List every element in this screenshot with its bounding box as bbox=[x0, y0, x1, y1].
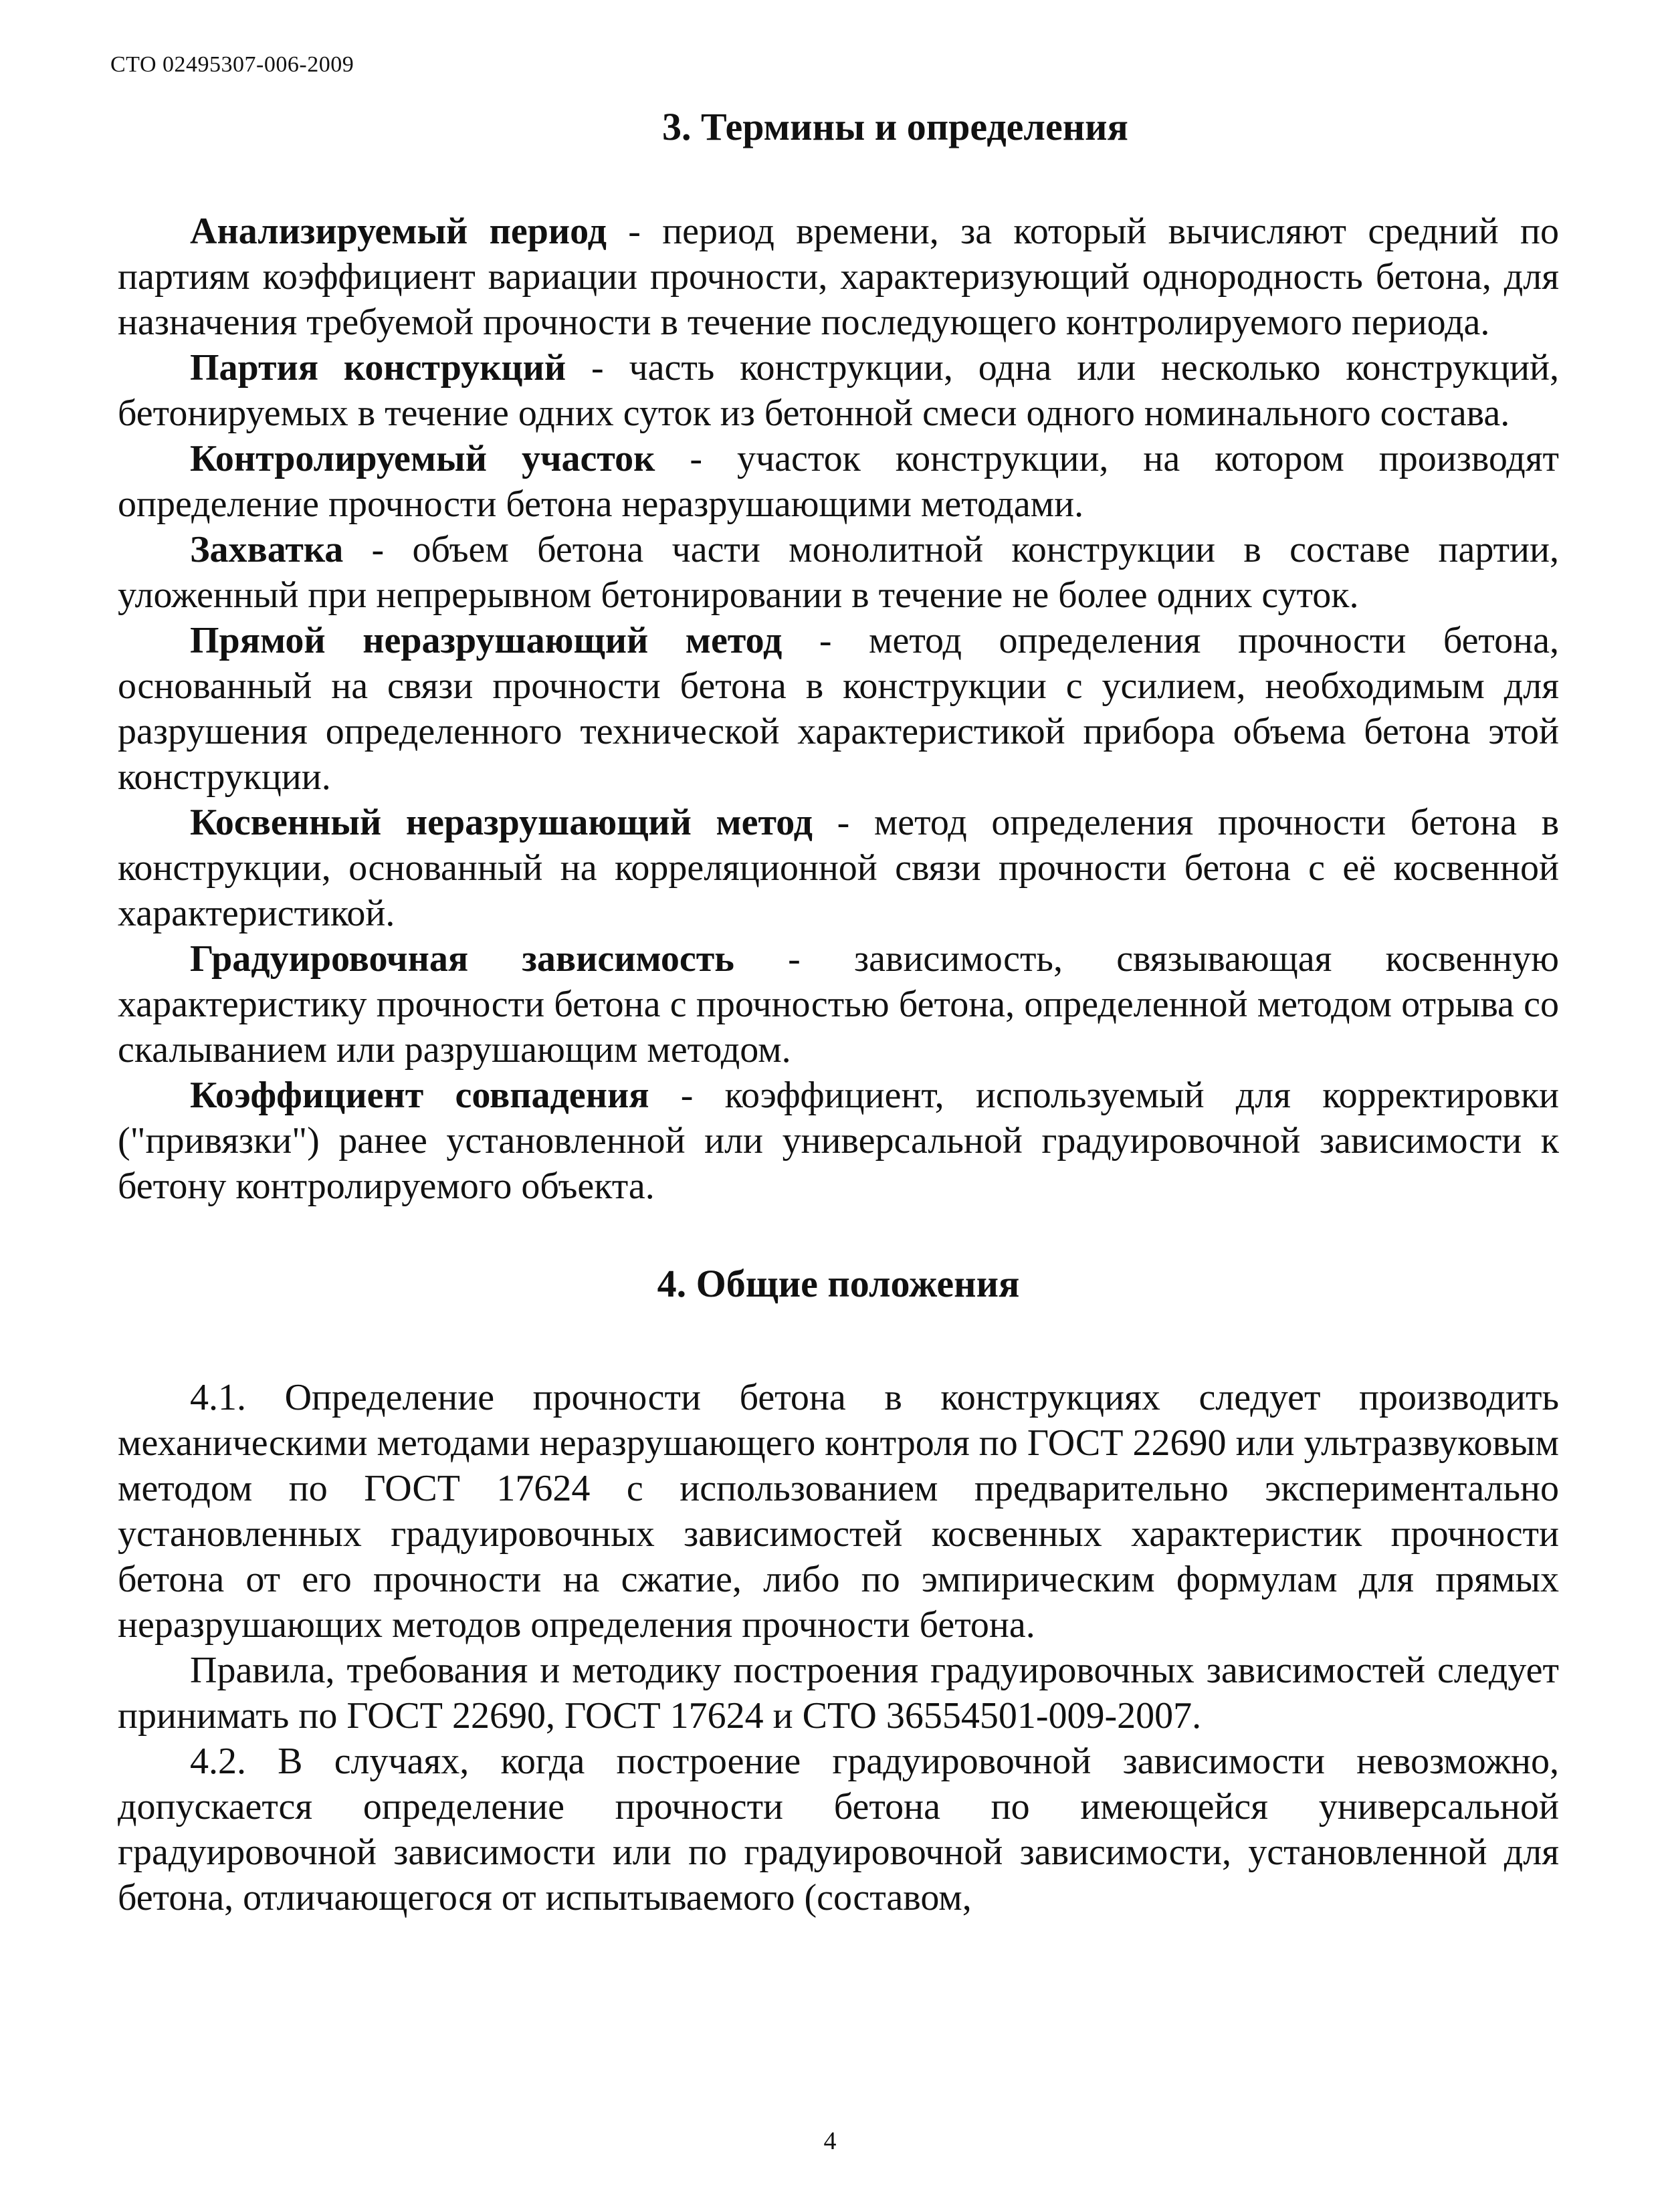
definition-text: - участок конструкции, на котором производят определение прочности бетона неразрушающими методами. bbox=[118, 438, 1560, 525]
document-code: СТО 02495307-006-2009 bbox=[110, 52, 354, 77]
body-paragraph: Правила, требования и методику построения градуировочных зависимостей следует принимать по ГОСТ 22690, ГОСТ 17624 и СТО 36554501-009-2007. bbox=[118, 1650, 1559, 1737]
definition-text: - часть конструкции, одна или несколько конструкций, бетонируемых в течение одних суток из бетонной смеси одного номинального состава. bbox=[118, 347, 1560, 434]
definition-term: Косвенный неразрушающий метод bbox=[190, 802, 813, 843]
definition-text: - объем бетона части монолитной конструкции в составе партии, уложенный при непрерывном бетонировании в течение не более одних суток. bbox=[118, 529, 1559, 616]
page-number: 4 bbox=[823, 2127, 837, 2155]
definition-term: Прямой неразрушающий метод bbox=[190, 620, 783, 661]
definition-text: - метод определения прочности бетона, основанный на связи прочности бетона в конструкции с усилием, необходимым для разрушения определенного технической характеристикой прибора объема бетона этой конструкции. bbox=[118, 620, 1559, 798]
definition-paragraph bbox=[118, 209, 1559, 345]
definition-text: - метод определения прочности бетона в конструкции, основанный на корреляционной связи прочности бетона с её косвенной характеристикой. bbox=[118, 802, 1560, 934]
definition-paragraph bbox=[118, 345, 1559, 436]
section-3-title: 3. Термины и определения bbox=[662, 105, 1128, 148]
definition-text: - зависимость, связывающая косвенную характеристику прочности бетона с прочностью бетона, определенной методом отрыва со скалыванием или разрушающим методом. bbox=[118, 938, 1559, 1071]
definition-text: - период времени, за который вычисляют средний по партиям коэффициент вариации прочности, характеризующий однородность бетона, для назначения требуемой прочности в течение последующего контролируемого периода. bbox=[118, 211, 1559, 343]
page-content bbox=[118, 100, 1559, 1920]
definition-paragraph bbox=[118, 800, 1559, 936]
definition-text: - коэффициент, используемый для корректировки ("привязки") ранее установленной или универсальной градуировочной зависимости к бетону контролируемого объекта. bbox=[118, 1075, 1559, 1207]
definition-paragraph bbox=[118, 1073, 1559, 1209]
definition-term: Коэффициент совпадения bbox=[190, 1075, 649, 1116]
definition-term: Захватка bbox=[190, 529, 344, 570]
definition-term: Анализируемый период bbox=[190, 211, 607, 252]
body-paragraph: 4.1. Определение прочности бетона в конструкциях следует производить механическими методами неразрушающего контроля по ГОСТ 22690 или ультразвуковым методом по ГОСТ 17624 с использованием предварительно экспериментально установленных градуировочных зависимостей косвенных характеристик прочности бетона от его прочности на сжатие, либо по эмпирическим формулам для прямых неразрушающих методов определения прочности бетона. bbox=[118, 1377, 1559, 1646]
definition-term: Контролируемый участок bbox=[190, 438, 655, 479]
body-paragraph: 4.2. В случаях, когда построение градуировочной зависимости невозможно, допускается определение прочности бетона по имеющейся универсальной градуировочной зависимости или по градуировочной зависимости, установленной для бетона, отличающегося от испытываемого (составом, bbox=[118, 1741, 1559, 1918]
definition-paragraph bbox=[118, 936, 1559, 1073]
definition-paragraph bbox=[118, 618, 1559, 800]
section-4-title: 4. Общие положения bbox=[657, 1262, 1020, 1305]
definition-paragraph bbox=[118, 436, 1559, 527]
definition-term: Градуировочная зависимость bbox=[190, 938, 734, 980]
definition-term: Партия конструкций bbox=[190, 347, 566, 389]
definition-paragraph bbox=[118, 527, 1559, 618]
